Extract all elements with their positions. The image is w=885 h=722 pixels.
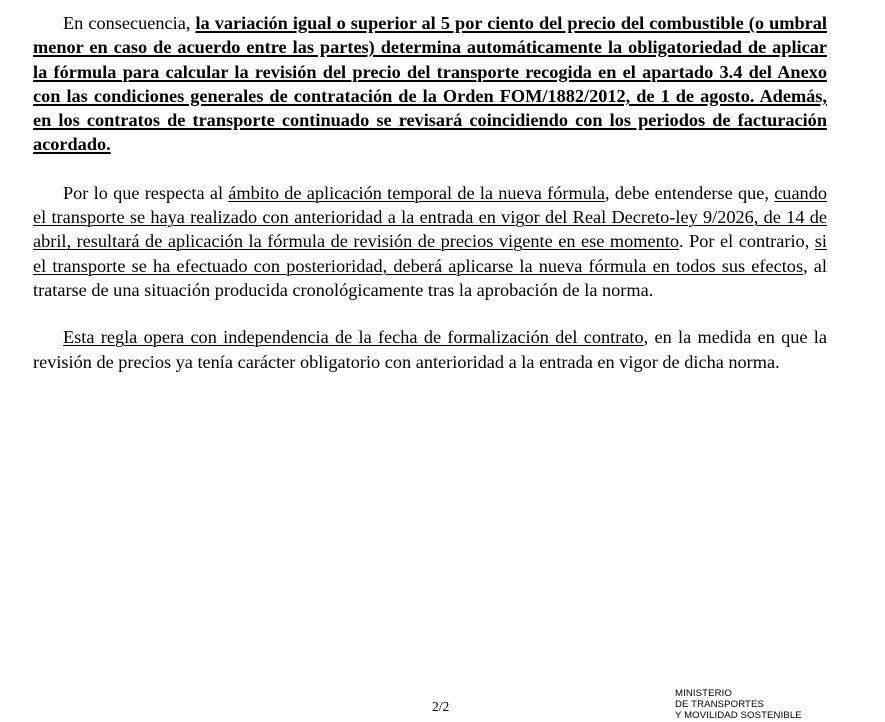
ministry-line: MINISTERIO	[675, 688, 732, 699]
paragraph-text: , al tratarse de una situación producida cronológicamente tras la aprobación de la norma.	[33, 255, 827, 300]
emphasized-text: la variación igual o superior al 5 por ciento del precio del combustible (o umbral menor en caso de acuerdo entre las partes) determina automáticamente la obligatoriedad de aplicar la fórmula para calcular la revisión del precio del transporte recogida en el apartado 3.4 del Anexo con las condiciones generales de contratación de la Orden FOM/1882/2012, de 1 de agosto. Además, en los contratos de transporte continuado se revisará coincidiendo con los periodos de facturación acordado.	[33, 13, 827, 155]
document-body	[33, 11, 827, 374]
paragraph-text: . Por el contrario,	[678, 231, 815, 252]
underlined-text: Esta regla opera con independencia de la fecha de formalización del contrato	[63, 327, 644, 348]
paragraph-fuel-variation	[33, 11, 827, 157]
page-number: 2/2	[432, 699, 450, 714]
paragraph-text: , en la medida en que la revisión de precios ya tenía carácter obligatorio con anterioridad a la entrada en vigor de dicha norma.	[33, 327, 827, 372]
paragraph-text: , debe entenderse que,	[605, 182, 775, 203]
underlined-text: ámbito de aplicación temporal de la nueva fórmula	[228, 182, 606, 203]
paragraph-text: Por lo que respecta al	[63, 182, 229, 203]
ministry-line: Y MOVILIDAD SOSTENIBLE	[675, 710, 802, 722]
paragraph-rule-independence	[33, 325, 827, 374]
ministry-footer-label	[675, 688, 802, 722]
paragraph-text: En consecuencia,	[63, 13, 196, 33]
underlined-text: si el transporte se ha efectuado con posterioridad, deberá aplicarse la nueva fórmula en todos sus efectos	[33, 231, 827, 276]
underlined-text: cuando el transporte se haya realizado con anterioridad a la entrada en vigor del Real Decreto-ley 9/2026, de 14 de abril, resultará de aplicación la fórmula de revisión de precios vigente en ese momento	[33, 182, 827, 252]
ministry-line: DE TRANSPORTES	[675, 699, 765, 711]
paragraph-temporal-scope	[33, 181, 827, 302]
